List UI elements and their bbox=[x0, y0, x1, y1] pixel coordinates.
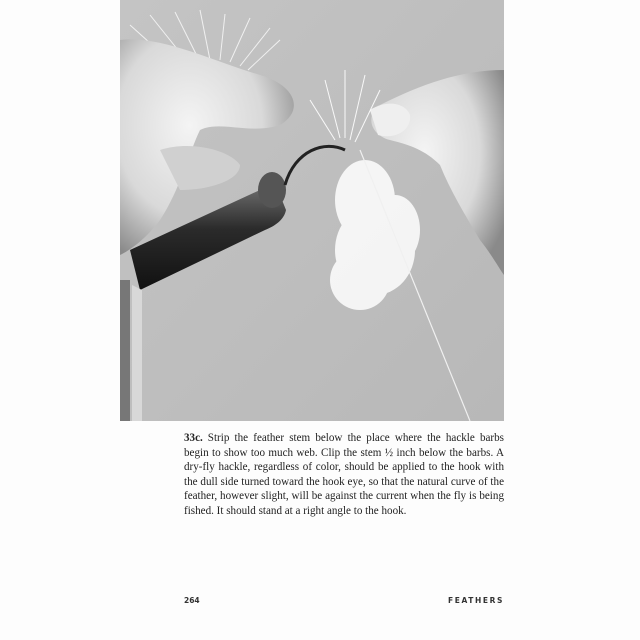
page-number: 264 bbox=[184, 596, 200, 605]
page-footer bbox=[184, 596, 504, 610]
photograph bbox=[120, 0, 504, 421]
figure-caption bbox=[184, 431, 504, 519]
caption-text: Strip the feather stem below the place where the hackle barbs begin to show too much web. Clip the stem ½ inch below the barbs. A dry-fly hackle, regardless of color, should be applied to the hook with the dull side turned toward the hook eye, so that the natural curve of the feather, however slight, will be against the current when the fly is being fished. It should stand at a right angle to the hook. bbox=[184, 432, 504, 517]
running-head: FEATHERS bbox=[448, 596, 504, 605]
figure-number: 33c. bbox=[184, 432, 203, 444]
photo-illustration bbox=[120, 0, 504, 421]
